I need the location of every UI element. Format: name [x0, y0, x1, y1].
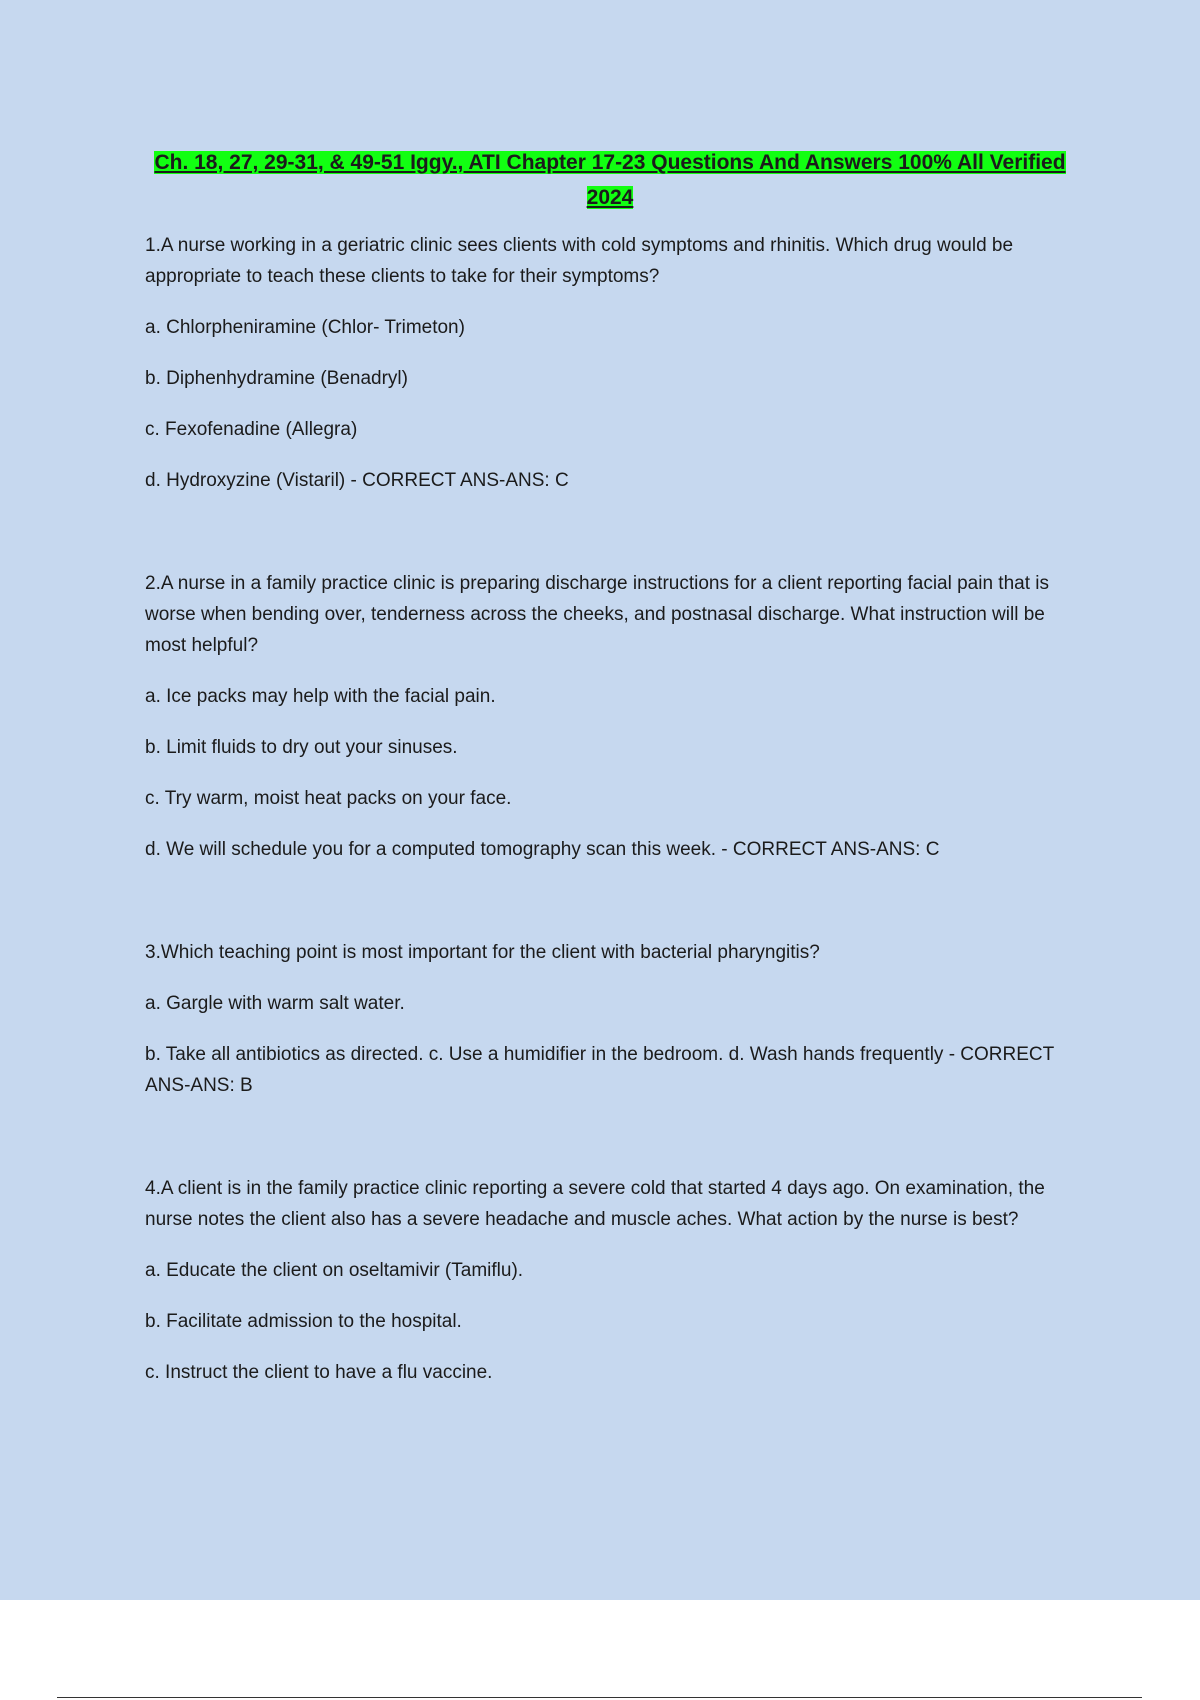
document-title-text: Ch. 18, 27, 29-31, & 49-51 Iggy., ATI Chapter 17-23 Questions And Answers 100% All Verified 2024 [154, 151, 1066, 209]
question-2-option-a: a. Ice packs may help with the facial pain. [145, 686, 496, 707]
question-1-text: 1.A nurse working in a geriatric clinic sees clients with cold symptoms and rhinitis. Which drug would be appropriate to teach these clients to take for their symptoms? [145, 235, 1014, 287]
question-1-option-a: a. Chlorpheniramine (Chlor- Trimeton) [145, 317, 465, 338]
question-2-option-c: c. Try warm, moist heat packs on your face. [145, 788, 512, 809]
question-1-option-c: c. Fexofenadine (Allegra) [145, 419, 358, 440]
question-3-options-answer: b. Take all antibiotics as directed. c. Use a humidifier in the bedroom. d. Wash hands frequently - CORRECT ANS-ANS: B [145, 1044, 1054, 1096]
question-1-option-d-answer: d. Hydroxyzine (Vistaril) - CORRECT ANS-ANS: C [145, 470, 569, 491]
document-title [140, 145, 1080, 215]
question-3-text: 3.Which teaching point is most important for the client with bacterial pharyngitis? [145, 942, 820, 963]
footer-divider [57, 1697, 1142, 1698]
question-3-option-a: a. Gargle with warm salt water. [145, 993, 405, 1014]
question-4-option-c: c. Instruct the client to have a flu vaccine. [145, 1362, 493, 1383]
question-4-option-a: a. Educate the client on oseltamivir (Tamiflu). [145, 1260, 524, 1281]
question-2-option-b: b. Limit fluids to dry out your sinuses. [145, 737, 458, 758]
question-4-text: 4.A client is in the family practice clinic reporting a severe cold that started 4 days ago. On examination, the nurse notes the client also has a severe headache and muscle aches. What action by the nurse is best? [145, 1178, 1045, 1230]
question-2-text: 2.A nurse in a family practice clinic is preparing discharge instructions for a client reporting facial pain that is worse when bending over, tenderness across the cheeks, and postnasal discharge. What instruction will be most helpful? [145, 573, 1049, 656]
document-body [145, 230, 1090, 1388]
question-4-option-b: b. Facilitate admission to the hospital. [145, 1311, 462, 1332]
question-2-option-d-answer: d. We will schedule you for a computed tomography scan this week. - CORRECT ANS-ANS: C [145, 839, 940, 860]
question-1-option-b: b. Diphenhydramine (Benadryl) [145, 368, 408, 389]
